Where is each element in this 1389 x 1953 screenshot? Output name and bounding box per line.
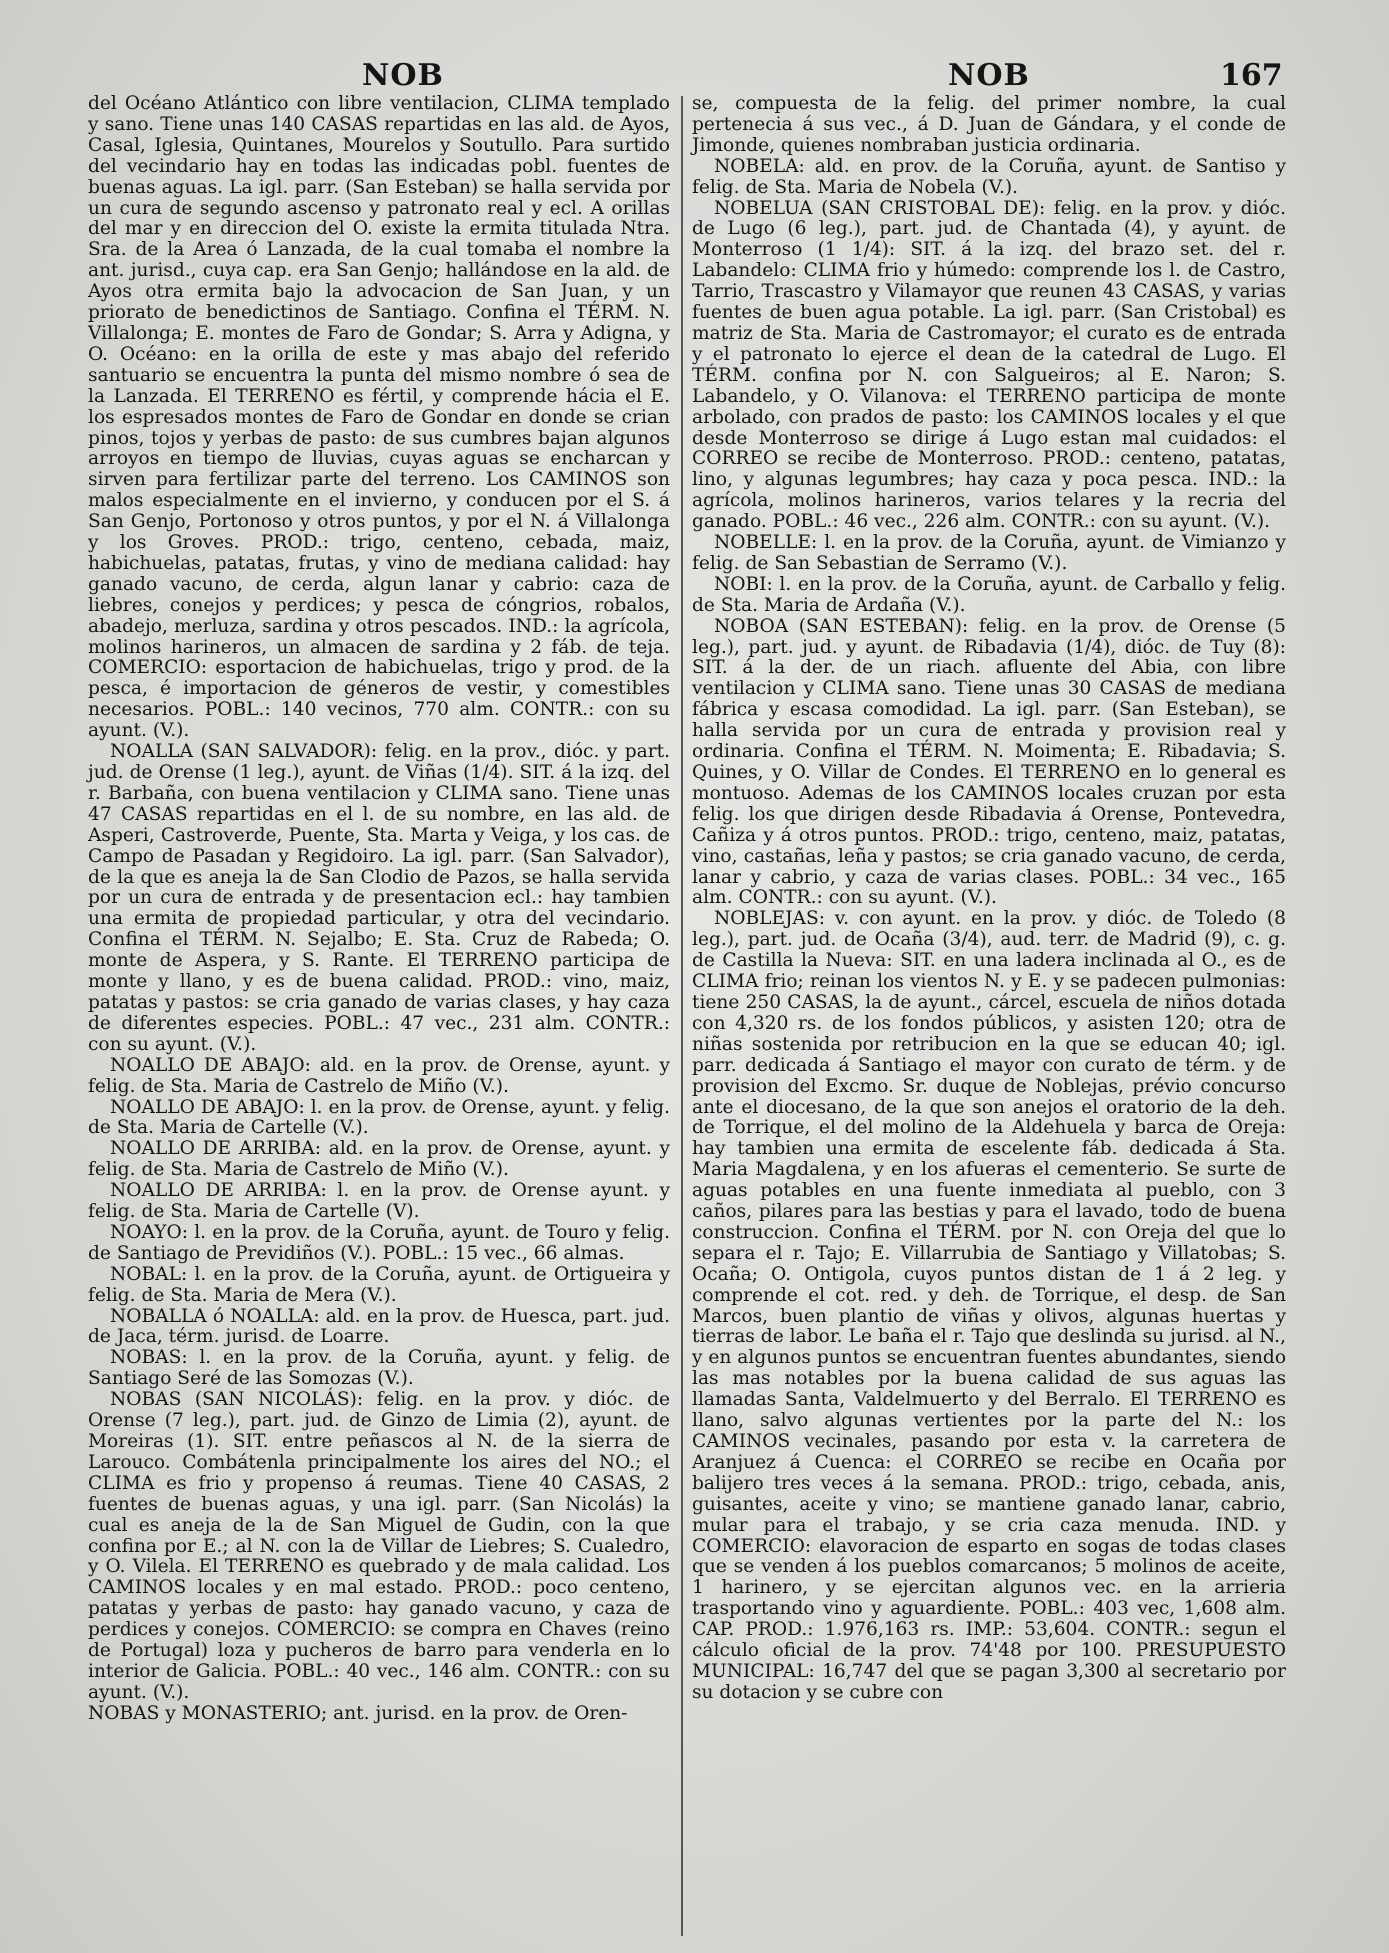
dictionary-entry: NOBELA: ald. en prov. de la Coruña, ayunt. de Santiso y felig. de Sta. Maria de Nobela (V.). bbox=[692, 155, 1286, 198]
dictionary-entry: NOBOA (SAN ESTEBAN): felig. en la prov. de Orense (5 leg.), part. jud. y ayunt. de Ribadavia (1/4), dióc. de Tuy (8): SIT. á la der. de un riach. afluente del Abia, con libre ventilacion y CLIMA sano. Tiene unas 30 CASAS de mediana fábrica y escasa comodidad. La igl. parr. (San Esteban), se halla servida por un cura de entrada y provision real y ordinaria. Confina el TÉRM. N. Moimenta; E. Ribadavia; S. Quines, y O. Villar de Condes. El TERRENO en lo general es montuoso. Ademas de los CAMINOS locales cruzan por esta felig. los que dirigen desde Ribadavia á Orense, Pontevedra, Cañiza y á otros puntos. PROD.: trigo, centeno, maiz, patatas, vino, castañas, leña y pastos; se cria ganado vacuno, de cerda, lanar y cabrio, y caza de varias clases. POBL.: 34 vec., 165 alm. CONTR.: con su ayunt. (V.). bbox=[692, 615, 1286, 909]
dictionary-entry: NOALLA (SAN SALVADOR): felig. en la prov., dióc. y part. jud. de Orense (1 leg.), ayunt. de Viñas (1/4). SIT. á la izq. del r. Barbaña, con buena ventilacion y CLIMA sano. Tiene unas 47 CASAS repartidas en el l. de su nombre, en las ald. de Asperi, Castroverde, Puente, Sta. Marta y Veiga, y los cas. de Campo de Pasadan y Regidoiro. La igl. parr. (San Salvador), de la que es aneja la de San Clodio de Pazos, se halla servida por un cura de entrada y de presentacion ecl.: hay tambien una ermita de propiedad particular, y otra del vecindario. Confina el TÉRM. N. Sejalbo; E. Sta. Cruz de Rabeda; O. monte de Aspera, y S. Rante. El TERRENO participa de monte y llano, y es de buena calidad. PROD.: vino, maiz, patatas y pastos: se cria ganado de varias clases, y hay caza de diferentes especies. POBL.: 47 vec., 231 alm. CONTR.: con su ayunt. (V.). bbox=[88, 741, 670, 1055]
dictionary-entry: NOBAS (SAN NICOLÁS): felig. en la prov. y dióc. de Orense (7 leg.), part. jud. de Ginzo de Limia (2), ayunt. de Moreiras (1). SIT. entre peñascos al N. de la sierra de Larouco. Combátenla principalmente los aires del NO.; el CLIMA es frio y propenso á reumas. Tiene 40 CASAS, 2 fuentes de buenas aguas, y una igl. parr. (San Nicolás) la cual es aneja de la de San Miguel de Gudin, con la que confina por E.; al N. con la de Villar de Liebres; S. Cualedro, y O. Vilela. El TERRENO es quebrado y de mala calidad. Los CAMINOS locales y en mal estado. PROD.: poco centeno, patatas y yerbas de pasto: hay ganado vacuno, y caza de perdices y conejos. COMERCIO: se compra en Chaves (reino de Portugal) loza y pucheros de barro para venderla en lo interior de Galicia. POBL.: 40 vec., 146 alm. CONTR.: con su ayunt. (V.). bbox=[88, 1389, 670, 1703]
dictionary-entry: NOBALLA ó NOALLA: ald. en la prov. de Huesca, part. jud. de Jaca, térm. jurisd. de Loarre. bbox=[88, 1305, 670, 1348]
right-column bbox=[692, 94, 1286, 1704]
dictionary-entry: NOBAS: l. en la prov. de la Coruña, ayunt. y felig. de Santiago Seré de las Somozas (V.). bbox=[88, 1347, 670, 1390]
dictionary-entry: se, compuesta de la felig. del primer nombre, la cual pertenecia á sus vec., á D. Juan de Gándara, y el conde de Jimonde, quienes nombraban justicia ordinaria. bbox=[692, 93, 1286, 156]
dictionary-entry: NOBI: l. en la prov. de la Coruña, ayunt. de Carballo y felig. de Sta. Maria de Ardaña (V.). bbox=[692, 573, 1286, 616]
dictionary-entry: del Océano Atlántico con libre ventilacion, CLIMA templado y sano. Tiene unas 140 CASAS repartidas en las ald. de Ayos, Casal, Iglesia, Quintanes, Mourelos y Soutullo. Para surtido del vecindario hay en todas las indicadas pobl. fuentes de buenas aguas. La igl. parr. (San Esteban) se halla servida por un cura de segundo ascenso y patronato real y ecl. A orillas del mar y en direccion del O. existe la ermita titulada Ntra. Sra. de la Area ó Lanzada, de la cual tomaba el nombre la ant. jurisd., cuya cap. era San Genjo; hallándose en la ald. de Ayos otra ermita bajo la advocacion de San Juan, y un priorato de benedictinos de Santiago. Confina el TÉRM. N. Villalonga; E. montes de Faro de Gondar; S. Arra y Adigna, y O. Océano: en la orilla de este y mas abajo del referido santuario se encuentra la punta del mismo nombre ó sea de la Lanzada. El TERRENO es fértil, y comprende hácia el E. los espresados montes de Faro de Gondar en donde se crian pinos, tojos y yerbas de pasto: de sus cumbres bajan algunos arroyos en tiempo de lluvias, cuyas aguas se encharcan y sirven para fertilizar parte del terreno. Los CAMINOS son malos especialmente en el invierno, y conducen por el S. á San Genjo, Portonoso y otros puntos, y por el N. á Villalonga y los Groves. PROD.: trigo, centeno, cebada, maiz, habichuelas, patatas, frutas, y vino de mediana calidad: hay ganado vacuno, de cerda, algun lanar y cabrio: caza de liebres, conejos y perdices; y pesca de cóngrios, robalos, abadejo, merluza, sardina y otros pescados. IND.: la agrícola, molinos harineros, un almacen de sardina y 2 fáb. de teja. COMERCIO: esportacion de habichuelas, trigo y prod. de la pesca, é importacion de géneros de vestir, y comestibles necesarios. POBL.: 140 vecinos, 770 alm. CONTR.: con su ayunt. (V.). bbox=[88, 93, 670, 742]
running-head-right: NOB bbox=[948, 58, 1030, 93]
dictionary-entry: NOBAS y MONASTERIO; ant. jurisd. en la prov. de Oren- bbox=[88, 1702, 628, 1724]
left-column bbox=[88, 94, 670, 1725]
dictionary-entry: NOALLO DE ARRIBA: ald. en la prov. de Orense, ayunt. y felig. de Sta. Maria de Castrelo de Miño (V.). bbox=[88, 1138, 670, 1181]
dictionary-entry: NOBLEJAS: v. con ayunt. en la prov. y dióc. de Toledo (8 leg.), part. jud. de Ocaña (3/4), aud. terr. de Madrid (9), c. g. de Castilla la Nueva: SIT. en una ladera inclinada al O., es de CLIMA frio; reinan los vientos N. y E. y se padecen pulmonias: tiene 250 CASAS, la de ayunt., cárcel, escuela de niños dotada con 4,320 rs. de los fondos públicos, y asisten 120; otra de niñas sostenida por retribucion en la que se educan 40; igl. parr. dedicada á Santiago el mayor con curato de térm. y de provision del Excmo. Sr. duque de Noblejas, prévio concurso ante el diocesano, de la que son anejos el oratorio de la deh. de Torrique, el del molino de la Aldehuela y barca de Oreja: hay tambien una ermita de escelente fáb. dedicada á Sta. Maria Magdalena, y en los afueras el cementerio. Se surte de aguas potables en una fuente inmediata al pueblo, con 3 caños, pilares para las bestias y para el lavado, todo de buena construccion. Confina el TÉRM. por N. con Oreja del que lo separa el r. Tajo; E. Villarrubia de Santiago y Villatobas; S. Ocaña; O. Ontigola, cuyos puntos distan de 1 á 2 leg. y comprende el cot. red. y deh. de Torrique, el desp. de San Marcos, buen plantio de viñas y olivos, algunas huertas y tierras de labor. Le baña el r. Tajo que deslinda su jurisd. al N., y en algunos puntos se encuentran fuentes abundantes, siendo las mas notables por la buena calidad de sus aguas las llamadas Santa, Valdelmuerto y del Berralo. El TERRENO es llano, salvo algunas vertientes por la parte del N.: los CAMINOS vecinales, pasando por esta v. la carretera de Aranjuez á Cuenca: el CORREO se recibe en Ocaña por balijero tres veces á la semana. PROD.: trigo, cebada, anis, guisantes, aceite y vino; se mantiene ganado lanar, cabrio, mular para el trabajo, y se cria caza menuda. IND. y COMERCIO: elavoracion de esparto en sogas de todas clases que se venden á los pueblos comarcanos; 5 molinos de aceite, 1 harinero, y se ejercitan algunos vec. en la arrieria trasportando vino y aguardiente. POBL.: 403 vec, 1,608 alm. CAP. PROD.: 1.976,163 rs. IMP.: 53,604. CONTR.: segun el cálculo oficial de la prov. 74'48 por 100. PRESUPUESTO MUNICIPAL: 16,747 del que se pagan 3,300 al secretario por su dotacion y se cubre con bbox=[692, 908, 1287, 1703]
dictionary-entry: NOALLO DE ARRIBA: l. en la prov. de Orense ayunt. y felig. de Sta. Maria de Cartelle (V). bbox=[88, 1180, 670, 1223]
dictionary-entry: NOALLO DE ABAJO: ald. en la prov. de Orense, ayunt. y felig. de Sta. Maria de Castrelo de Miño (V.). bbox=[88, 1054, 670, 1097]
column-divider bbox=[681, 96, 683, 1936]
dictionary-entry: NOAYO: l. en la prov. de la Coruña, ayunt. de Touro y felig. de Santiago de Previdiños (V.). POBL.: 15 vec., 66 almas. bbox=[88, 1221, 670, 1264]
dictionary-entry: NOALLO DE ABAJO: l. en la prov. de Orense, ayunt. y felig. de Sta. Maria de Cartelle (V.). bbox=[88, 1096, 670, 1139]
dictionary-entry: NOBELLE: l. en la prov. de la Coruña, ayunt. de Vimianzo y felig. de San Sebastian de Serramo (V.). bbox=[692, 532, 1286, 574]
dictionary-entry: NOBELUA (SAN CRISTOBAL DE): felig. en la prov. y dióc. de Lugo (6 leg.), part. jud. de Chantada (4), y ayunt. de Monterroso (1 1/4): SIT. á la izq. del brazo set. del r. Labandelo: CLIMA frio y húmedo: comprende los l. de Castro, Tarrio, Trascastro y Vilamayor que reunen 43 CASAS, y varias fuentes de buen agua potable. La igl. parr. (San Cristobal) es matriz de Sta. Maria de Castromayor; el curato es de entrada y el patronato lo ejerce el dean de la catedral de Lugo. El TÉRM. confina por N. con Salgueiros; al E. Naron; S. Labandelo, y O. Vilanova: el TERRENO participa de monte arbolado, con prados de pasto: los CAMINOS locales y el que desde Monterroso se dirige á Lugo estan mal cuidados: el CORREO se recibe de Monterroso. PROD.: centeno, patatas, lino, y algunas legumbres; hay caza y poca pesca. IND.: la agrícola, molinos harineros, varios telares y la recria del ganado. POBL.: 46 vec., 226 alm. CONTR.: con su ayunt. (V.). bbox=[692, 197, 1286, 533]
dictionary-entry: NOBAL: l. en la prov. de la Coruña, ayunt. de Ortigueira y felig. de Sta. Maria de Mera (V.). bbox=[88, 1263, 670, 1306]
running-head-left: NOB bbox=[362, 58, 444, 93]
page-number: 167 bbox=[1220, 58, 1283, 93]
